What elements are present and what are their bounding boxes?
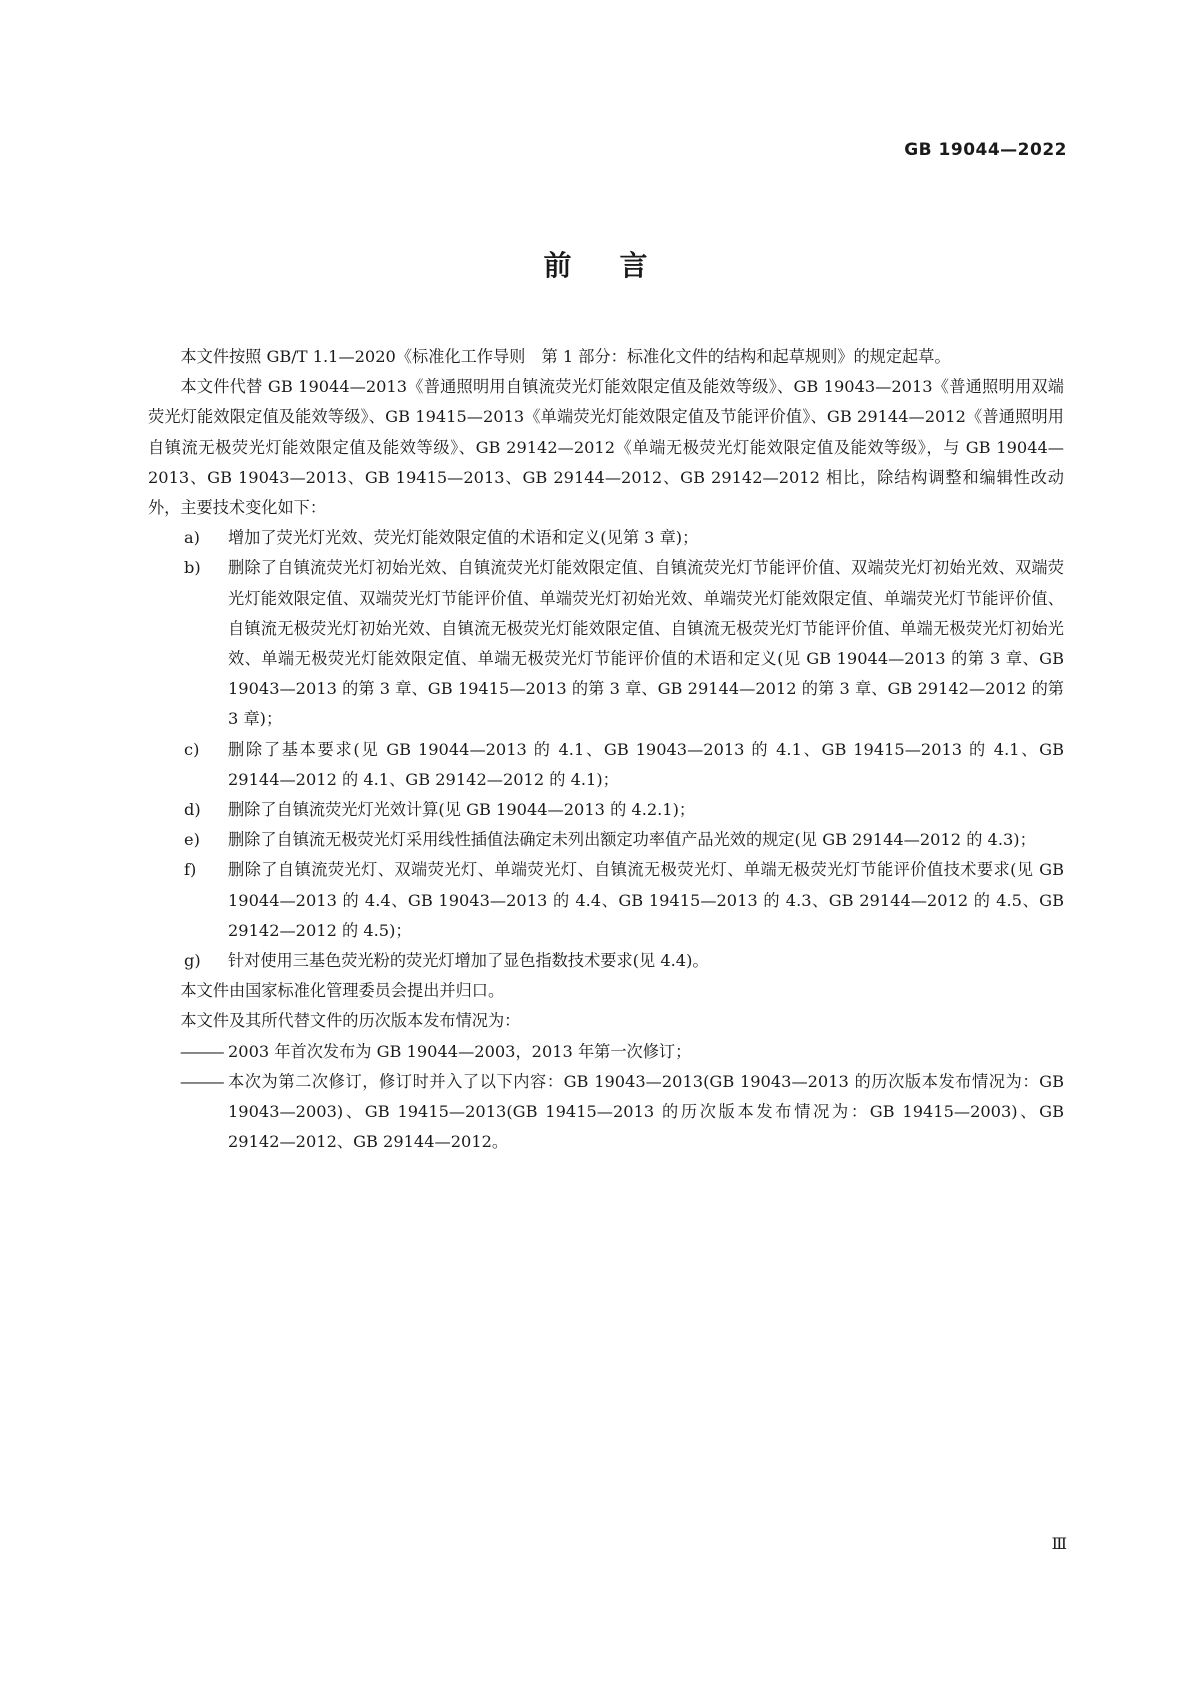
list-item-marker: g) — [184, 951, 201, 971]
document-body — [148, 342, 1064, 1157]
history-list — [148, 1037, 1064, 1158]
history-item — [148, 1037, 1064, 1067]
list-item-marker: e) — [184, 830, 200, 850]
list-item-text: 删除了自镇流无极荧光灯采用线性插值法确定未列出额定功率值产品光效的规定(见 GB 29144—2012 的 4.3)； — [228, 830, 1036, 850]
page-title: 前言 — [543, 249, 696, 282]
list-item — [148, 523, 1064, 553]
list-item-marker: d) — [184, 800, 201, 820]
list-item-text: 删除了自镇流荧光灯、双端荧光灯、单端荧光灯、自镇流无极荧光灯、单端无极荧光灯节能评价值技术要求(见 GB 19044—2013 的 4.4、GB 19043—2013 的 4.4、GB 19415—2013 的 4.3、GB 29144—2012 的 4.5、GB 29142—2012 的 4.5)； — [228, 860, 1064, 940]
list-item — [148, 946, 1064, 976]
list-item — [148, 795, 1064, 825]
list-item-marker: a) — [184, 528, 200, 548]
list-item — [148, 553, 1064, 734]
list-item-text: 针对使用三基色荧光粉的荧光灯增加了显色指数技术要求(见 4.4)。 — [228, 951, 709, 971]
history-item-dash: ——— — [180, 1071, 223, 1091]
list-item-text: 删除了自镇流荧光灯初始光效、自镇流荧光灯能效限定值、自镇流荧光灯节能评价值、双端荧光灯初始光效、双端荧光灯能效限定值、双端荧光灯节能评价值、单端荧光灯初始光效、单端荧光灯能效限定值、单端荧光灯节能评价值、自镇流无极荧光灯初始光效、自镇流无极荧光灯能效限定值、自镇流无极荧光灯节能评价值、单端无极荧光灯初始光效、单端无极荧光灯能效限定值、单端无极荧光灯节能评价值的术语和定义(见 GB 19044—2013 的第 3 章、GB 19043—2013 的第 3 章、GB 19415—2013 的第 3 章、GB 29144—2012 的第 3 章、GB 29142—2012 的第 3 章)； — [228, 558, 1064, 729]
history-item-text: 本次为第二次修订，修订时并入了以下内容：GB 19043—2013(GB 19043—2013 的历次版本发布情况为：GB 19043—2003)、GB 19415—2013(GB 19415—2013 的历次版本发布情况为：GB 19415—2003)、GB 29142—2012、GB 29144—2012。 — [228, 1071, 1064, 1152]
changes-list — [148, 523, 1064, 976]
list-item-text: 删除了自镇流荧光灯光效计算(见 GB 19044—2013 的 4.2.1)； — [228, 800, 696, 820]
page-number: Ⅲ — [1051, 1534, 1067, 1553]
history-item-dash: ——— — [180, 1041, 223, 1061]
list-item-marker: c) — [184, 739, 200, 759]
history-item-text: 2003 年首次发布为 GB 19044—2003，2013 年第一次修订； — [228, 1041, 692, 1061]
list-item — [148, 855, 1064, 946]
list-item — [148, 825, 1064, 855]
paragraph-replaced-standards: 本文件代替 GB 19044—2013《普通照明用自镇流荧光灯能效限定值及能效等级》、GB 19043—2013《普通照明用双端荧光灯能效限定值及能效等级》、GB 19415—2013《单端荧光灯能效限定值及节能评价值》、GB 29144—2012《普通照明用自镇流无极荧光灯能效限定值及能效等级》、GB 29142—2012《单端无极荧光灯能效限定值及能效等级》，与 GB 19044—2013、GB 19043—2013、GB 19415—2013、GB 29144—2012、GB 29142—2012 相比，除结构调整和编辑性改动外，主要技术变化如下： — [148, 377, 1064, 518]
list-item-text: 删除了基本要求(见 GB 19044—2013 的 4.1、GB 19043—2013 的 4.1、GB 19415—2013 的 4.1、GB 29144—2012 的 4.1、GB 29142—2012 的 4.1)； — [228, 739, 1064, 789]
list-item-marker: b) — [184, 558, 201, 578]
list-item-text: 增加了荧光灯光效、荧光灯能效限定值的术语和定义(见第 3 章)； — [228, 528, 699, 548]
paragraph-proposer: 本文件由国家标准化管理委员会提出并归口。 — [180, 981, 505, 1001]
paragraph-history-intro: 本文件及其所代替文件的历次版本发布情况为： — [180, 1011, 521, 1031]
paragraph-drafting-rules: 本文件按照 GB/T 1.1—2020《标准化工作导则 第 1 部分：标准化文件的结构和起草规则》的规定起草。 — [180, 347, 951, 366]
document-code: GB 19044—2022 — [904, 140, 1067, 160]
list-item-marker: f) — [184, 860, 197, 880]
history-item — [148, 1067, 1064, 1158]
list-item — [148, 735, 1064, 795]
